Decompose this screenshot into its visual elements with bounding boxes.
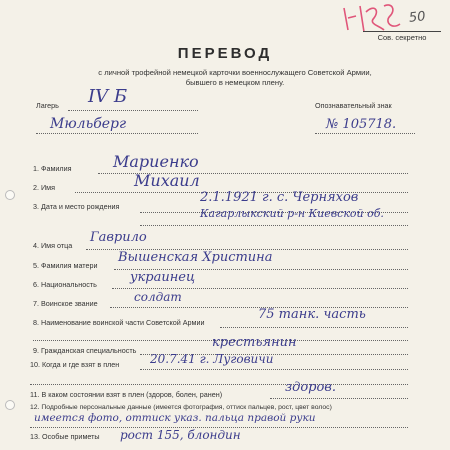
tag-value: № 105718. [326, 117, 397, 132]
field-6-underline [112, 288, 408, 289]
camp-label: Лагерь [36, 101, 59, 110]
special-marks-value: рост 155, блондин [120, 428, 241, 442]
camp-value-2: Мюльберг [50, 116, 127, 132]
punch-hole [5, 190, 15, 200]
document-title: ПЕРЕВОД [177, 45, 273, 62]
field-8-label: 8. Наименование воинской части Советской Армии [33, 318, 205, 327]
field-9-label: 9. Гражданская специальность [33, 346, 137, 355]
birth-place-value-2: Кагарлыкский р-н Киевской об. [200, 207, 384, 220]
field-5-label: 5. Фамилия матери [33, 261, 98, 270]
military-unit-value: 75 танк. часть [258, 307, 366, 322]
nationality-value: украинец [130, 270, 196, 285]
document-subtitle [40, 68, 430, 88]
field-10-underline-2 [30, 384, 408, 385]
subtitle-line-1: с личной трофейной немецкой карточки военнослужащего Советской Армии, [98, 68, 372, 77]
field-13-label: 13. Особые приметы [30, 432, 100, 441]
field-10-underline [140, 369, 408, 370]
personal-data-value: имеется фото, оттиск указ. пальца правой руки [34, 412, 316, 424]
camp-underline [68, 110, 198, 111]
field-7-label: 7. Воинское звание [33, 299, 98, 308]
civil-profession-value: крестьянин [212, 335, 297, 350]
birth-date-place-value: 2.1.1921 г. с. Черняхов [200, 190, 359, 205]
field-10-label: 10. Когда и где взят в плен [30, 360, 120, 369]
condition-value: здоров. [285, 380, 337, 395]
father-name-value: Гаврило [90, 230, 147, 245]
first-name-value: Михаил [134, 171, 200, 190]
field-11-label: 11. В каком состоянии взят в плен (здоров, болен, ранен) [30, 390, 223, 399]
subtitle-line-2: бывшего в немецком плену. [185, 78, 285, 87]
camp-value: IV Б [88, 86, 128, 107]
field-3-label: 3. Дата и место рождения [33, 202, 120, 211]
rank-value: солдат [134, 290, 182, 304]
surname-value: Мариенко [113, 152, 199, 171]
page-number: 50 [408, 9, 427, 26]
tag-underline [315, 133, 415, 134]
capture-date-place-value: 20.7.41 г. Луговичи [150, 352, 274, 366]
field-2-label: 2. Имя [33, 183, 55, 192]
field-12-label: 12. Подробные персональные данные (имеется фотография, оттиск пальцев, рост, цвет волос) [30, 404, 332, 411]
field-4-label: 4. Имя отца [33, 241, 73, 250]
field-6-label: 6. Национальность [33, 280, 97, 289]
tag-label: Опознавательный знак [315, 101, 392, 110]
field-3-underline-2 [140, 225, 408, 226]
field-8-underline [220, 327, 408, 328]
camp-underline-2 [36, 133, 198, 134]
mother-surname-value: Вышенская Христина [118, 250, 273, 265]
classification-stamp: Сов. секретно [363, 31, 441, 42]
field-1-label: 1. Фамилия [33, 164, 72, 173]
punch-hole [5, 400, 15, 410]
field-11-underline [270, 398, 408, 399]
